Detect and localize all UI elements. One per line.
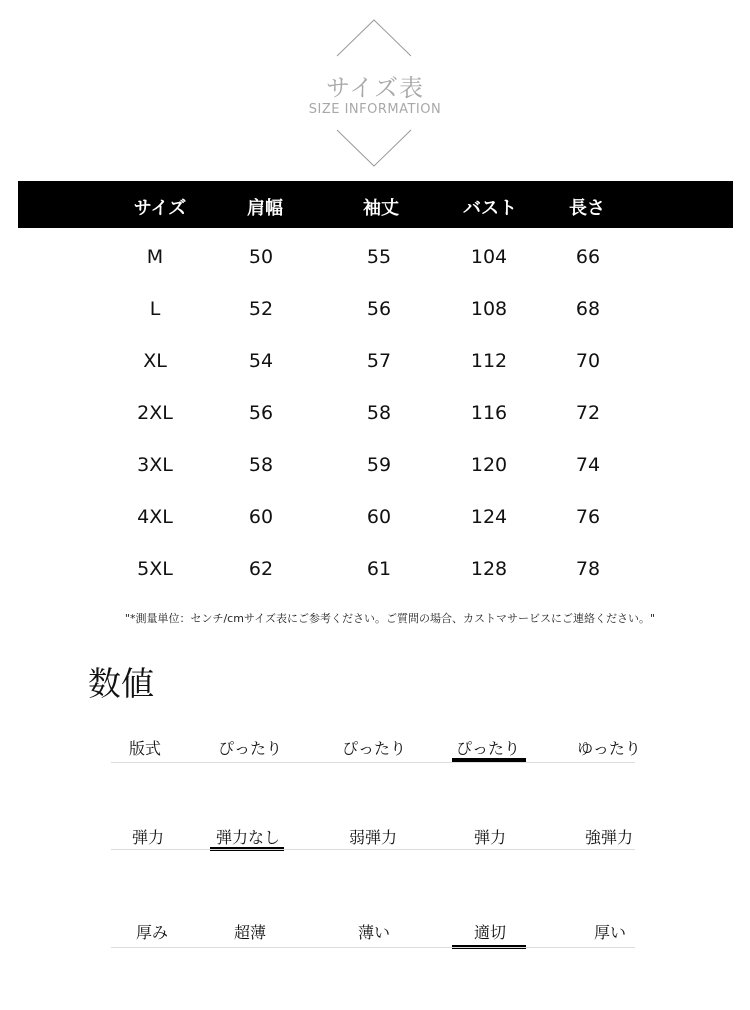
table-cell: 5XL <box>137 558 173 580</box>
table-cell: 56 <box>366 298 392 320</box>
table-cell: 57 <box>366 350 392 372</box>
measurement-note: "*測量単位：センチ/cmサイズ表にご参考ください。ご質問の場合、カストマサービスにご連絡ください。" <box>124 612 656 625</box>
table-cell: 68 <box>575 298 601 320</box>
header <box>0 0 750 180</box>
table-cell: 61 <box>366 558 392 580</box>
table-cell: M <box>146 246 164 268</box>
row-divider <box>111 947 635 948</box>
table-cell: L <box>149 298 161 320</box>
table-cell: 59 <box>366 454 392 476</box>
table-row <box>0 558 750 588</box>
table-cell: 76 <box>575 506 601 528</box>
row-divider <box>111 762 635 763</box>
attribute-option: ゆったり <box>577 739 641 758</box>
table-cell: 3XL <box>137 454 173 476</box>
table-cell: 120 <box>470 454 508 476</box>
table-cell: 116 <box>470 402 508 424</box>
table-cell: 128 <box>470 558 508 580</box>
attribute-option: 弾力 <box>473 828 507 847</box>
attribute-option: 薄い <box>357 923 391 942</box>
table-cell: 112 <box>470 350 508 372</box>
column-header-size: サイズ <box>133 198 187 219</box>
table-cell: 2XL <box>137 402 173 424</box>
table-row <box>0 454 750 484</box>
attribute-option: ぴったり <box>217 739 283 758</box>
table-cell: XL <box>143 350 167 372</box>
table-row <box>0 402 750 432</box>
attribute-option-selected: 弾力なし <box>215 828 281 847</box>
attribute-label: 厚み <box>135 923 169 942</box>
attribute-option: ぴったり <box>341 739 407 758</box>
attribute-option: 弱弾力 <box>348 828 398 847</box>
table-cell: 58 <box>366 402 392 424</box>
table-cell: 72 <box>575 402 601 424</box>
size-table-header <box>18 181 733 228</box>
attribute-option: 超薄 <box>233 923 267 942</box>
table-cell: 62 <box>248 558 274 580</box>
column-header-shoulder: 肩幅 <box>247 198 283 219</box>
table-cell: 74 <box>575 454 601 476</box>
table-row <box>0 506 750 536</box>
table-cell: 52 <box>248 298 274 320</box>
table-cell: 60 <box>366 506 392 528</box>
table-cell: 55 <box>366 246 392 268</box>
column-header-bust: バスト <box>463 198 517 219</box>
attribute-option-selected: 適切 <box>473 923 507 942</box>
table-row <box>0 246 750 276</box>
table-cell: 104 <box>470 246 508 268</box>
column-header-length: 長さ <box>569 198 605 219</box>
section-title: 数値 <box>88 664 154 703</box>
table-cell: 78 <box>575 558 601 580</box>
attribute-label: 弾力 <box>131 828 165 847</box>
table-cell: 50 <box>248 246 274 268</box>
size-table-subtitle: SIZE INFORMATION <box>308 102 442 117</box>
row-divider <box>111 849 635 850</box>
table-cell: 58 <box>248 454 274 476</box>
table-cell: 60 <box>248 506 274 528</box>
attribute-option: 厚い <box>593 923 627 942</box>
table-row <box>0 298 750 328</box>
attribute-label: 版式 <box>128 739 162 758</box>
table-cell: 56 <box>248 402 274 424</box>
attribute-option: 強弾力 <box>584 828 634 847</box>
table-row <box>0 350 750 380</box>
column-header-sleeve: 袖丈 <box>363 198 399 219</box>
size-table-title: サイズ表 <box>325 74 425 102</box>
table-cell: 4XL <box>137 506 173 528</box>
table-cell: 54 <box>248 350 274 372</box>
table-cell: 108 <box>470 298 508 320</box>
table-cell: 124 <box>470 506 508 528</box>
table-cell: 66 <box>575 246 601 268</box>
table-cell: 70 <box>575 350 601 372</box>
attribute-option-selected: ぴったり <box>455 739 521 758</box>
